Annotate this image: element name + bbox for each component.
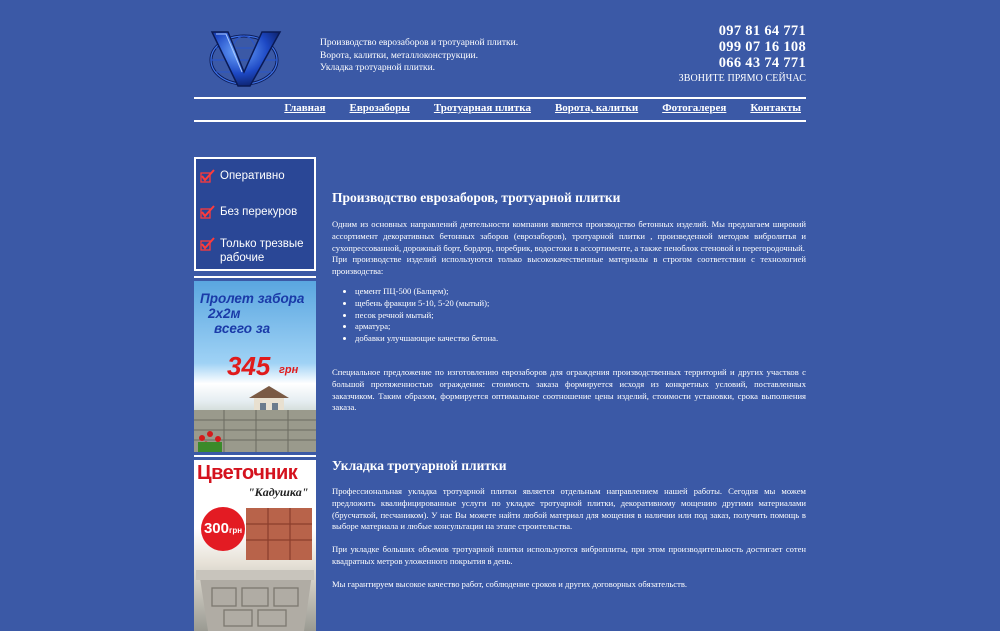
tagline-line: Производство еврозаборов и тротуарной плитки.	[320, 38, 519, 48]
globe-v-logo[interactable]	[206, 28, 284, 88]
nav-link-eurofences[interactable]: Еврозаборы	[349, 102, 410, 114]
section-title: Производство еврозаборов, тротуарной плитки	[332, 190, 621, 205]
feature-label: Только трезвые рабочие	[220, 238, 304, 264]
promo-price-badge	[201, 507, 245, 551]
nav-link-home[interactable]: Главная	[284, 102, 326, 114]
nav-divider-bottom	[194, 120, 806, 122]
company-tagline	[320, 37, 518, 75]
promo-line: 2х2м	[208, 306, 241, 321]
paragraph: Одним из основных направлений деятельности компании является производство бетонных изделий. Мы предлагаем широкий ассортимент декоративных бетонных заборов (еврозаборов), тротуарной плитки , произведенной методом вибролитья и сухопрессованной, дорожный борт, бордюр, поребрик, водостоки в ассортименте, а также пеноблок стеновой и перегородочный.	[332, 219, 806, 253]
promo-currency: грн	[279, 364, 299, 376]
feature-label: Оперативно	[220, 170, 285, 182]
paragraph: При производстве изделий используются только высококачественные материалы в строгом соответствии с технологией производства:	[332, 254, 806, 277]
list-item: • песок речной мытый;	[355, 310, 806, 322]
features-box	[194, 157, 316, 271]
feature-item	[200, 237, 316, 265]
phone-number[interactable]: 099 07 16 108	[718, 39, 806, 55]
promo-currency: грн	[228, 526, 243, 535]
phone-number[interactable]: 097 81 64 771	[718, 23, 806, 39]
feature-label: Без перекуров	[220, 206, 298, 218]
tagline-line: Ворота, калитки, металлоконструкции.	[320, 50, 478, 61]
materials-list	[355, 286, 806, 345]
list-item: • арматура;	[355, 321, 806, 333]
spacer	[332, 345, 806, 367]
sidebar-divider	[194, 455, 316, 457]
tagline-line: Укладка тротуарной плитки.	[320, 63, 436, 73]
checkbox-check-icon	[200, 205, 216, 219]
section-title: Укладка тротуарной плитки	[332, 458, 507, 473]
promo-price: 300	[203, 520, 229, 537]
nav-link-gates[interactable]: Ворота, калитки	[554, 102, 639, 114]
list-item: • цемент ПЦ-500 (Балцем);	[355, 286, 806, 298]
call-now-text: ЗВОНИТЕ ПРЯМО СЕЙЧАС	[678, 73, 806, 84]
phone-number[interactable]: 066 43 74 771	[718, 55, 806, 71]
paragraph: Специальное предложение по изготовлению еврозаборов для ограждения производственных территорий и других участков с большой протяженностью ограждения: стоимость заказа формируется исходя из конкретных условий, поставленных заказчиком. Таким образом, формируется оптимальное соотношение цены изделий, стоимости установки, срока выполнения заказа.	[332, 366, 806, 413]
fence-house-illustration	[194, 376, 316, 452]
promo-price: 345	[227, 351, 271, 381]
paragraph: Мы гарантируем высокое качество работ, соблюдение сроков и других договорных обязательств.	[332, 578, 688, 589]
feature-item	[200, 205, 297, 219]
paragraph: Профессиональная укладка тротуарной плитки является отдельным направлением нашей работы. Сегодня мы можем предложить квалифицированные услуги по укладке тротуарной плитки, декоративному мощению другими материалами (брусчаткой, песчаником). У нас Вы можете найти любой материал для мощения в наличии или под заказ, получить помощь в выборе материала и любые консультации на этапе строительства.	[332, 486, 806, 532]
nav-link-gallery[interactable]: Фотогалерея	[662, 102, 727, 114]
main-nav	[260, 102, 801, 114]
paving-section	[332, 457, 806, 602]
phone-block	[679, 23, 806, 85]
nav-divider-top	[194, 97, 806, 99]
nav-link-paving-tiles[interactable]: Тротуарная плитка	[433, 102, 531, 114]
feature-item	[200, 169, 285, 183]
flowerpot-promo-banner[interactable]	[194, 460, 316, 631]
nav-link-contacts[interactable]: Контакты	[750, 102, 801, 114]
sidebar-divider	[194, 276, 316, 278]
promo-line: всего за	[214, 321, 271, 336]
list-item: • добавки улучшающие качество бетона.	[355, 333, 806, 345]
fence-promo-banner[interactable]	[194, 281, 316, 452]
main-content	[332, 189, 806, 414]
promo-title: Цветочник	[197, 462, 298, 484]
checkbox-check-icon	[200, 237, 216, 251]
promo-line: Пролет забора	[200, 291, 305, 306]
promo-subtitle: "Кадушка"	[248, 485, 309, 499]
checkbox-check-icon	[200, 169, 216, 183]
page-wrapper	[194, 0, 806, 631]
promo-text	[200, 291, 304, 336]
list-item: • щебень фракции 5-10, 5-20 (мытый);	[355, 298, 806, 310]
paragraph: При укладке больших объемов тротуарной плитки используются виброплиты, при этом производительность достигает сотен квадратных метров уложенного покрытия в день.	[332, 544, 806, 566]
